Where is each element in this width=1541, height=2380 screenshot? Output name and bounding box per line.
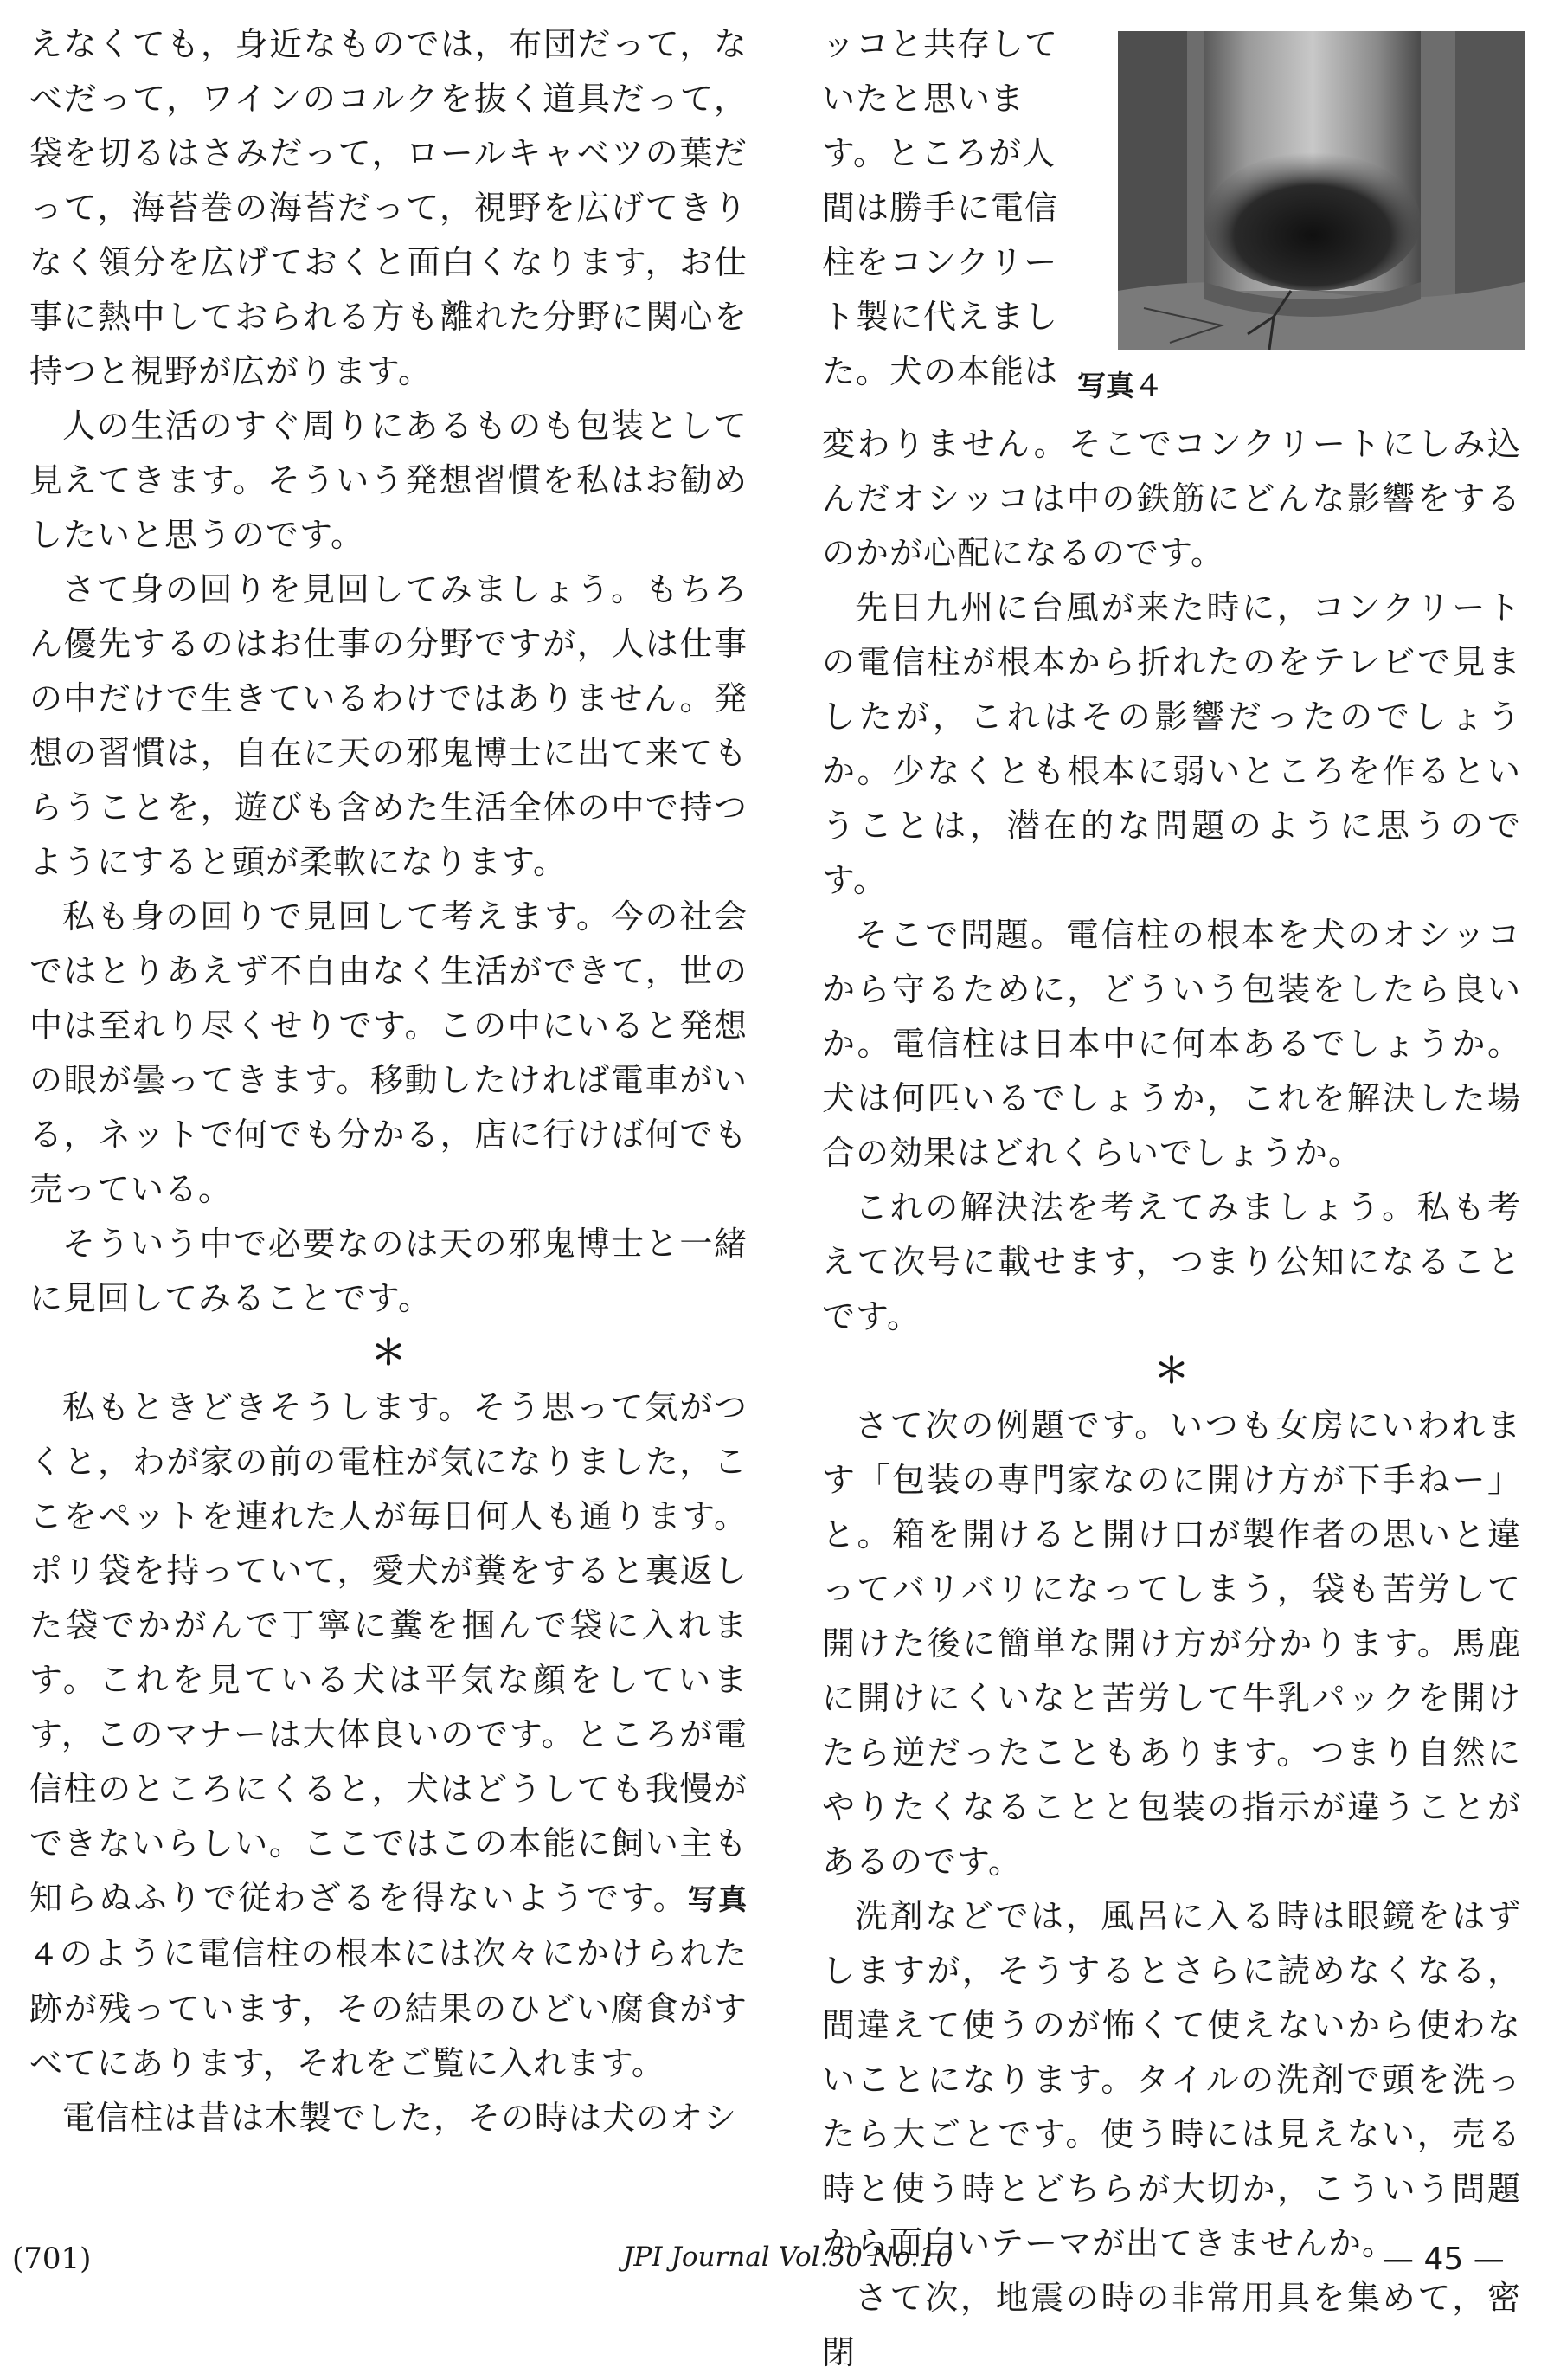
paragraph: さて身の回りを見回してみましょう。もちろん優先するのはお仕事の分野ですが，人は仕事の中だけで生きているわけではありません。発想の習慣は，自在に天の邪鬼博士に出て来てもらうことを，遊びも含めた生活全体の中で持つようにすると頭が柔軟になります。 — [29, 570, 748, 881]
paragraph: 洗剤などでは，風呂に入る時は眼鏡をはずしますが，そうするとさらに読めなくなる，間違えて使うのが怖くて使えないから使わないことになります。タイルの洗剤で頭を洗ったら大ごとです。使う時には見えない，売る時と使う時とどちらが大切か，こういう問題から面白いテーマが出てきませんか。 — [822, 1897, 1521, 2262]
paragraph: 私も身の回りで見回して考えます。今の社会ではとりあえず不自由なく生活ができて，世の中は至れり尽くせりです。この中にいると発想の眼が曇ってきます。移動したければ電車がいる，ネットで何でも分かる，店に行けば何でも売っている。 — [29, 897, 748, 1208]
paragraph: さて次，地震の時の非常用具を集めて，密閉 — [822, 2279, 1521, 2371]
journal-title: JPI Journal Vol.50 No.10 — [623, 2242, 953, 2273]
page-number: — 45 — — [1383, 2242, 1505, 2277]
paragraph: 変わりません。そこでコンクリートにしみ込んだオシッコは中の鉄筋にどんな影響をするのかが心配になるのです。 — [822, 425, 1521, 572]
paragraph: 先日九州に台風が来た時に，コンクリートの電信柱が根本から折れたのをテレビで見ましたが，これはその影響だったのでしょうか。少なくとも根本に弱いところを作るということは，潜在的な問題のように思うのです。 — [822, 589, 1521, 899]
paragraph: 人の生活のすぐ周りにあるものも包装として見えてきます。そういう発想習慣を私はお勧めしたいと思うのです。 — [29, 407, 748, 554]
right-column-top — [822, 17, 1064, 399]
paragraph: えなくても，身近なものでは，布団だって，なべだって，ワインのコルクを抜く道具だって，袋を切るはさみだって，ロールキャベツの葉だって，海苔巻の海苔だって，視野を広げてきりなく領分を広げておくと面白くなります，お仕事に熱中しておられる方も離れた分野に関心を持つと視野が広がります。 — [29, 25, 748, 390]
paragraph — [29, 1380, 748, 2091]
paragraph: そういう中で必要なのは天の邪鬼博士と一緒に見回してみることです。 — [29, 1225, 748, 1317]
photo-caption: 写真４ — [1077, 369, 1163, 402]
utility-pole-photo — [1118, 31, 1525, 350]
photo-reference: 写真４ — [29, 1882, 748, 1972]
paragraph: 電信柱は昔は木製でした，その時は犬のオシ — [62, 2099, 738, 2137]
right-column — [822, 417, 1521, 2380]
page-code: (701) — [12, 2242, 92, 2276]
section-divider: ＊ — [371, 1333, 406, 1373]
paragraph-text: のように電信柱の根本には次々にかけられた跡が残っています，その結果のひどい腐食がすべてにあります，それをご覧に入れます。 — [29, 1934, 748, 2082]
photo-figure — [1118, 31, 1525, 350]
paragraph: ッコと共存していたと思います。ところが人間は勝手に電信柱をコンクリート製に代えました。犬の本能は — [822, 25, 1059, 390]
left-column — [29, 17, 748, 2145]
paragraph-text: 私もときどきそうします。そう思って気がつくと，わが家の前の電柱が気になりました，ここをペットを連れた人が毎日何人も通ります。ポリ袋を持っていて，愛犬が糞をすると裏返した袋でかがんで丁寧に糞を掴んで袋に入れます。これを見ている犬は平気な顔をしています，このマナーは大体良いのです。ところが電信柱のところにくると，犬はどうしても我慢ができないらしい。ここではこの本能に飼い主も知らぬふりで従わざるを得ないようです。 — [29, 1388, 748, 1917]
paragraph: これの解決法を考えてみましょう。私も考えて次号に載せます，つまり公知になることです。 — [822, 1188, 1521, 1335]
paragraph: さて次の例題です。いつも女房にいわれます「包装の専門家なのに開け方が下手ねー」と。箱を開けると開け口が製作者の思いと違ってバリバリになってしまう，袋も苦労して開けた後に簡単な開け方が分かります。馬鹿に開けにくいなと苦労して牛乳パックを開けたら逆だったこともあります。つまり自然にやりたくなることと包装の指示が違うことがあるのです。 — [822, 1406, 1521, 1881]
paragraph: そこで問題。電信柱の根本を犬のオシッコから守るために，どういう包装をしたら良いか。電信柱は日本中に何本あるでしょうか。犬は何匹いるでしょうか，これを解決した場合の効果はどれくらいでしょうか。 — [822, 916, 1521, 1172]
section-divider: ＊ — [1154, 1351, 1189, 1391]
